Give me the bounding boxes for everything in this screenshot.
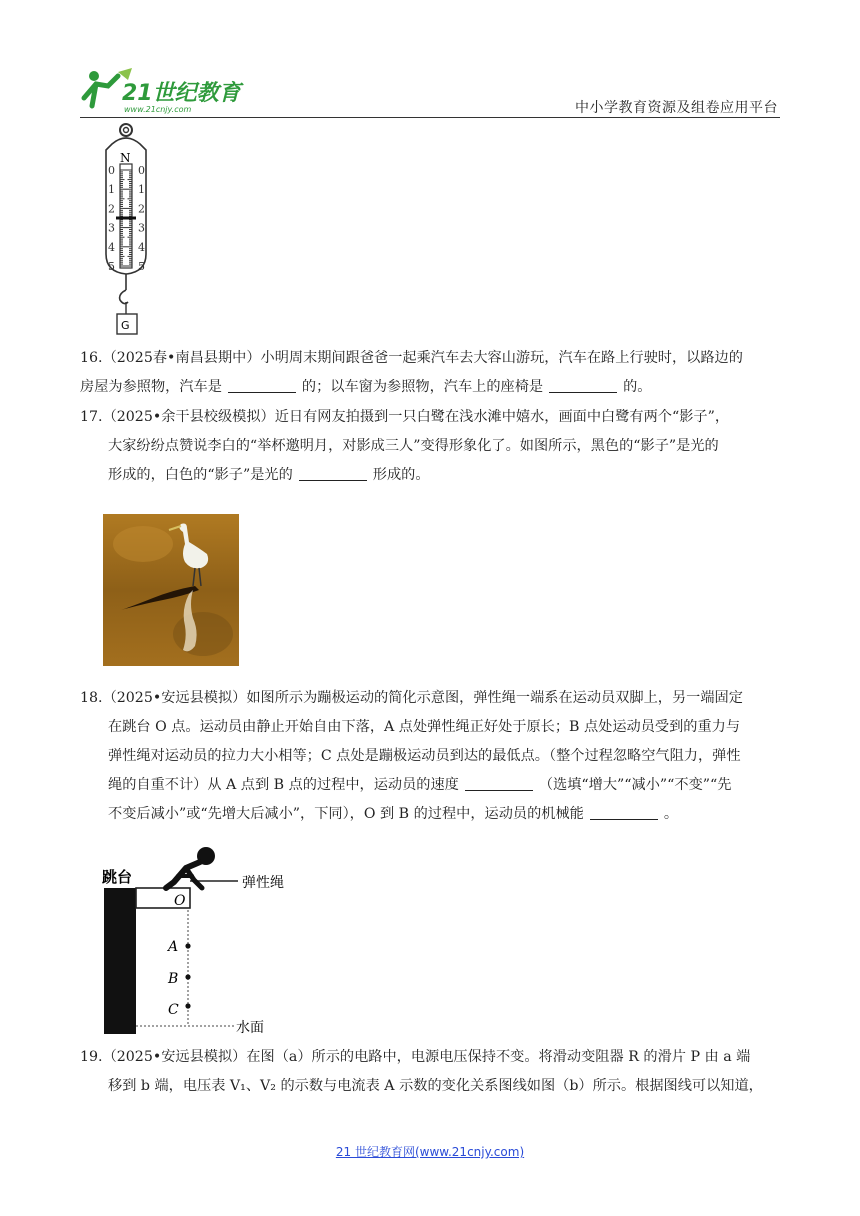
answer-blank[interactable] <box>299 466 367 481</box>
svg-text:21世纪教育: 21世纪教育 <box>122 81 241 106</box>
scale-label-left: 0 <box>108 164 115 177</box>
svg-text:B: B <box>168 971 179 987</box>
rope-label: 弹性绳 <box>242 875 284 891</box>
scale-label-left: 3 <box>108 221 115 235</box>
platform-title: 中小学教育资源及组卷应用平台 <box>575 100 778 116</box>
athlete-icon <box>166 847 215 888</box>
header-divider <box>80 117 780 118</box>
answer-blank[interactable] <box>228 378 296 393</box>
site-logo <box>78 64 248 118</box>
scale-label-left: 1 <box>108 183 115 197</box>
answer-blank[interactable] <box>465 776 533 791</box>
scale-label-right: 0 <box>138 164 145 177</box>
svg-text:C: C <box>168 1002 179 1018</box>
svg-text:www.21cnjy.com: www.21cnjy.com <box>124 105 192 114</box>
scale-label-right: 1 <box>138 183 145 197</box>
footer-link[interactable]: 21 世纪教育网(www.21cnjy.com) <box>335 1145 525 1159</box>
scale-label-left: 4 <box>108 240 115 254</box>
answer-blank[interactable] <box>590 805 658 820</box>
bungee-diagram <box>102 846 294 1036</box>
question-19: 19.（2025•安远县模拟）在图（a）所示的电路中，电源电压保持不变。将滑动变阻器 R 的滑片 P 由 a 端 移到 b 端，电压表 V₁、V₂ 的示数与电流表 A 示数的变化关系图线如图（b）所示。根据图线可以知道， <box>80 1049 763 1094</box>
scale-label-right: 5 <box>138 260 145 273</box>
question-17: 17.（2025•余干县校级模拟）近日有网友拍摄到一只白鹭在浅水滩中嬉水，画面中白鹭有两个“影子”， 大家纷纷点赞说李白的“举杯邀明月，对影成三人”变得形象化了。如图所示，黑色的“影子”是光的 形成的，白色的“影子”是光的 形成的。 <box>80 409 730 483</box>
answer-blank[interactable] <box>549 378 617 393</box>
jump-platform <box>104 888 136 1034</box>
egret-photo <box>103 514 239 666</box>
svg-text:G: G <box>121 319 130 332</box>
water-label: 水面 <box>236 1020 264 1036</box>
spring-scale-figure <box>100 122 156 338</box>
scale-label-right: 3 <box>138 221 145 235</box>
scale-label-right: 4 <box>138 240 145 254</box>
svg-text:A: A <box>168 939 179 955</box>
question-18: 18.（2025•安远县模拟）如图所示为蹦极运动的简化示意图，弹性绳一端系在运动员双脚上，另一端固定 在跳台 O 点。运动员由静止开始自由下落，A 点处弹性绳正好处于原长；B 点处运动员受到的重力与 弹性绳对运动员的拉力大小相等；C 点处是蹦极运动员到达的最低点。（整个过程忽略空气阻力，弹性 绳的自重不计）从 A 点到 B 点的过程中，运动员的速度 （选填“增大”“减小”“不变”“先 不变后减小”或“先增大后减小”，下同），O 到 B 的过程中，运动员的机械能 。 <box>80 690 743 822</box>
scale-label-right: 2 <box>138 202 145 216</box>
svg-text:N: N <box>120 151 131 165</box>
platform-label: 跳台 <box>102 868 133 886</box>
svg-text:O: O <box>174 893 186 909</box>
question-16: 16.（2025春•南昌县期中）小明周末期间跟爸爸一起乘汽车去大容山游玩，汽车在路上行驶时，以路边的 房屋为参照物，汽车是 的；以车窗为参照物，汽车上的座椅是 的。 <box>80 350 743 395</box>
footer-link-row <box>0 1143 860 1160</box>
scale-label-left: 5 <box>108 260 115 273</box>
scale-label-left: 2 <box>108 202 115 216</box>
